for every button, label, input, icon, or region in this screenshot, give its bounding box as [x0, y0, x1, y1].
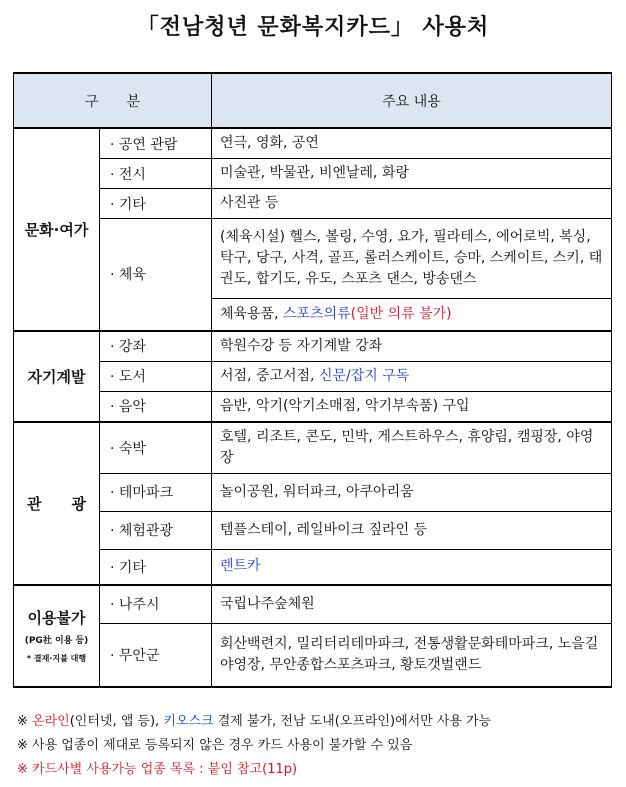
content-muan: 회산백련지, 밀리터리테마파크, 전통생활문화테마파크, 노을길야영장, 무안종합스포츠파크, 황토갯벌랜드: [212, 623, 612, 687]
content-performance: 연극, 영화, 공연: [212, 128, 612, 159]
table-row: [14, 391, 612, 422]
sub-performance: · 공연 관람: [100, 128, 212, 159]
content-experience: 템플스테이, 레일바이크 짚라인 등: [212, 511, 612, 549]
unavailable-note-payment: * 결재·지불 대행: [26, 654, 87, 663]
sub-lodging: · 숙박: [100, 422, 212, 474]
table-row: [14, 623, 612, 687]
sub-tour-etc: · 기타: [100, 549, 212, 585]
note-card-list: ※ 카드사별 사용가능 업종 목록 : 붙임 참고(11p): [17, 762, 298, 777]
table-header: [14, 73, 612, 128]
table-row: [14, 331, 612, 362]
table-row: [14, 159, 612, 189]
content-lecture: 학원수강 등 자기계발 강좌: [212, 331, 612, 362]
unavailable-note-pg: (PG社 이용 등): [24, 636, 89, 646]
sub-muan: · 무안군: [100, 623, 212, 687]
page-title: 「전남청년 문화복지카드」 사용처: [136, 15, 490, 40]
unavailable-title: 이용불가: [27, 609, 86, 627]
category-tour: 관 광: [14, 422, 100, 586]
content-lodging: 호텔, 리조트, 콘도, 민박, 게스트하우스, 휴양림, 캠핑장, 야영장: [212, 422, 612, 474]
content-exhibition: 미술관, 박물관, 비엔날레, 화랑: [212, 159, 612, 189]
table-row: [14, 511, 612, 549]
table-row: [14, 585, 612, 623]
content-etc: 사진관 등: [212, 189, 612, 219]
sub-lecture: · 강좌: [100, 331, 212, 362]
sub-etc: · 기타: [100, 189, 212, 219]
content-sports: (체육시설) 헬스, 볼링, 수영, 요가, 필라테스, 에어로빅, 복싱, 탁구, 당구, 사격, 골프, 롤러스케이트, 승마, 스케이트, 스키, 태권도, 합기도, 유도, 스포츠 댄스, 방송댄스: [212, 219, 612, 299]
sub-books: · 도서: [100, 361, 212, 391]
table-row: [14, 128, 612, 159]
category-unavailable: [14, 585, 100, 687]
content-themepark: 놀이공원, 워터파크, 아쿠아리움: [212, 473, 612, 511]
sub-exhibition: · 전시: [100, 159, 212, 189]
content-tour-etc: 렌트카: [212, 549, 612, 585]
table-row: [14, 422, 612, 474]
content-books: 서점, 중고서점, 신문/잡지 구독: [212, 361, 612, 391]
table-row: [14, 549, 612, 585]
notes: [17, 710, 491, 782]
content-naju: 국립나주숲체원: [212, 585, 612, 623]
usage-table: [13, 72, 612, 688]
table-row: [14, 361, 612, 391]
header-content: 주요 내용: [212, 73, 612, 128]
content-music: 음반, 악기(악기소매점, 악기부속품) 구입: [212, 391, 612, 422]
header-category: 구 분: [14, 73, 212, 128]
sub-themepark: · 테마파크: [100, 473, 212, 511]
category-self-dev: 자기계발: [14, 331, 100, 422]
category-culture: 문화·여가: [14, 128, 100, 331]
table-row: [14, 189, 612, 219]
content-sports-goods: 체육용품, 스포츠의류(일반 의류 불가): [212, 299, 612, 331]
sub-naju: · 나주시: [100, 585, 212, 623]
table-row: [14, 219, 612, 299]
note-online: ※ 온라인(인터넷, 앱 등), 키오스크 결제 불가, 전남 도내(오프라인)에서만 사용 가능: [17, 714, 492, 729]
sub-sports: · 체육: [100, 219, 212, 331]
sub-experience: · 체험관광: [100, 511, 212, 549]
sub-music: · 음악: [100, 391, 212, 422]
table-row: [14, 473, 612, 511]
note-registration: ※ 사용 업종이 제대로 등록되지 않은 경우 카드 사용이 불가할 수 있음: [17, 738, 413, 753]
